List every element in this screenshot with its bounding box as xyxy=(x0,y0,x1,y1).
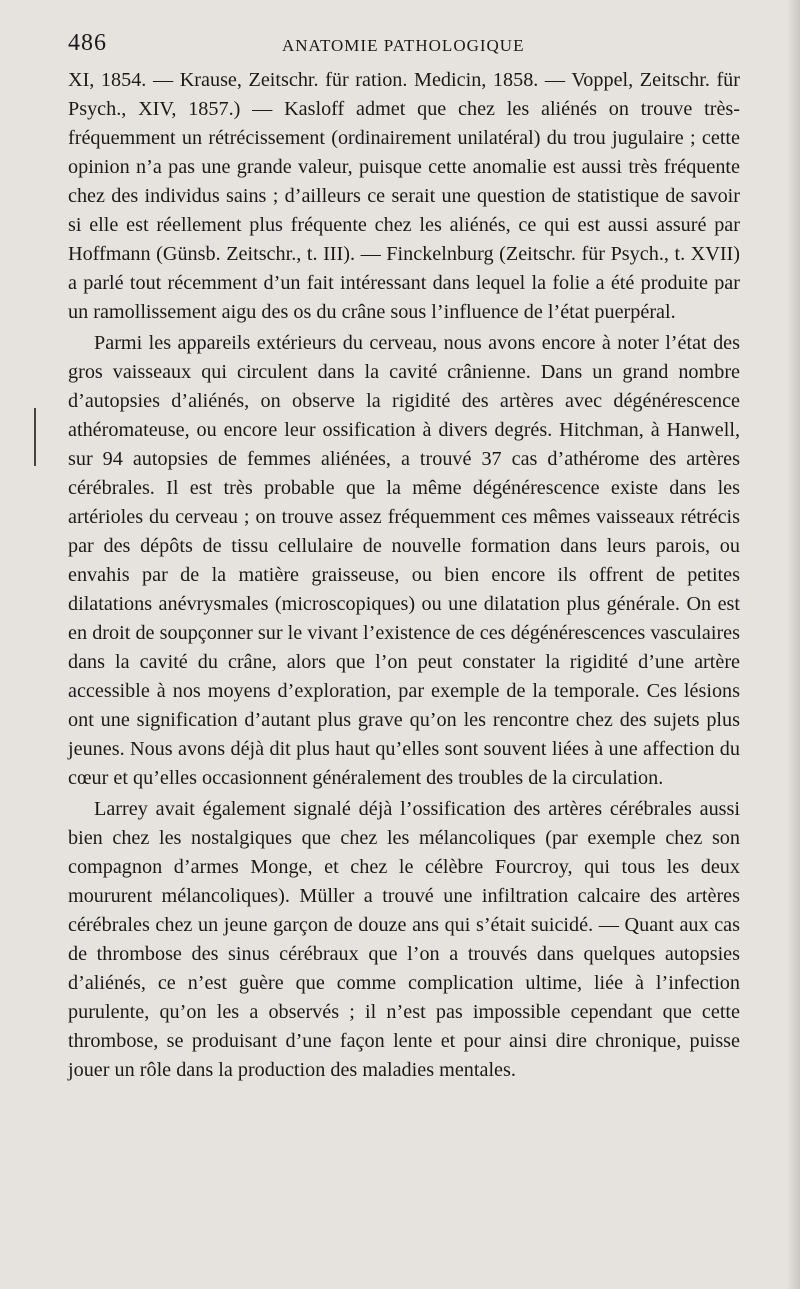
paragraph-1: XI, 1854. — Krause, Zeitschr. für ration. Medicin, 1858. — Voppel, Zeitschr. für Psych., XIV, 1857.) — Kasloff admet que chez les aliénés on trouve très-fréquemment un rétrécissement (ordinairement unilatéral) du trou jugulaire ; cette opinion n’a pas une grande valeur, puisque cette anomalie est aussi très fréquente chez des individus sains ; d’ailleurs ce serait une question de statistique de savoir si elle est réellement plus fréquente chez les aliénés, ce qui est aussi assuré par Hoffmann (Günsb. Zeitschr., t. III). — Finckelnburg (Zeitschr. für Psych., t. XVII) a parlé tout récemment d’un fait intéressant dans lequel la folie a été produite par un ramollissement aigu des os du crâne sous l’influence de l’état puerpéral. xyxy=(68,69,740,323)
page-edge-shadow xyxy=(786,0,800,1289)
margin-mark xyxy=(34,408,36,466)
body-text xyxy=(68,66,740,1085)
paragraph-3: Larrey avait également signalé déjà l’ossification des artères cérébrales aussi bien chez les nostalgiques que chez les mélancoliques (par exemple chez son compagnon d’armes Monge, et chez le célèbre Fourcroy, qui tous les deux moururent mélancoliques). Müller a trouvé une infiltration calcaire des artères cérébrales chez un jeune garçon de douze ans qui s’était suicidé. — Quant aux cas de thrombose des sinus cérébraux que l’on a trouvés dans quelques autopsies d’aliénés, ce n’est guère que comme complication ultime, liée à l’infection purulente, qu’on les a observés ; il n’est pas impossible cependant que cette thrombose, se produisant d’une façon lente et pour ainsi dire chronique, puisse jouer un rôle dans la production des maladies mentales. xyxy=(68,798,740,1081)
page-header xyxy=(68,30,768,60)
page-number: 486 xyxy=(68,30,107,56)
running-title: ANATOMIE PATHOLOGIQUE xyxy=(282,36,525,55)
paragraph-2: Parmi les appareils extérieurs du cerveau, nous avons encore à noter l’état des gros vaisseaux qui circulent dans la cavité crânienne. Dans un grand nombre d’autopsies d’aliénés, on observe la rigidité des artères avec dégénérescence athéromateuse, ou encore leur ossification à divers degrés. Hitchman, à Hanwell, sur 94 autopsies de femmes aliénées, a trouvé 37 cas d’athérome des artères cérébrales. Il est très probable que la même dégénérescence existe dans les artérioles du cerveau ; on trouve assez fréquemment ces mêmes vaisseaux rétrécis par des dépôts de tissu cellulaire de nouvelle formation dans leurs parois, ou envahis par de la matière graisseuse, ou bien encore ils offrent de petites dilatations anévrysmales (microscopiques) ou une dilatation plus générale. On est en droit de soupçonner sur le vivant l’existence de ces dégénérescences vasculaires dans la cavité du crâne, alors que l’on peut constater la rigidité d’une artère accessible à nos moyens d’exploration, par exemple de la temporale. Ces lésions ont une signification d’autant plus grave qu’on les rencontre chez des sujets plus jeunes. Nous avons déjà dit plus haut qu’elles sont souvent liées à une affection du cœur et qu’elles occasionnent généralement des troubles de la circulation. xyxy=(68,332,740,789)
